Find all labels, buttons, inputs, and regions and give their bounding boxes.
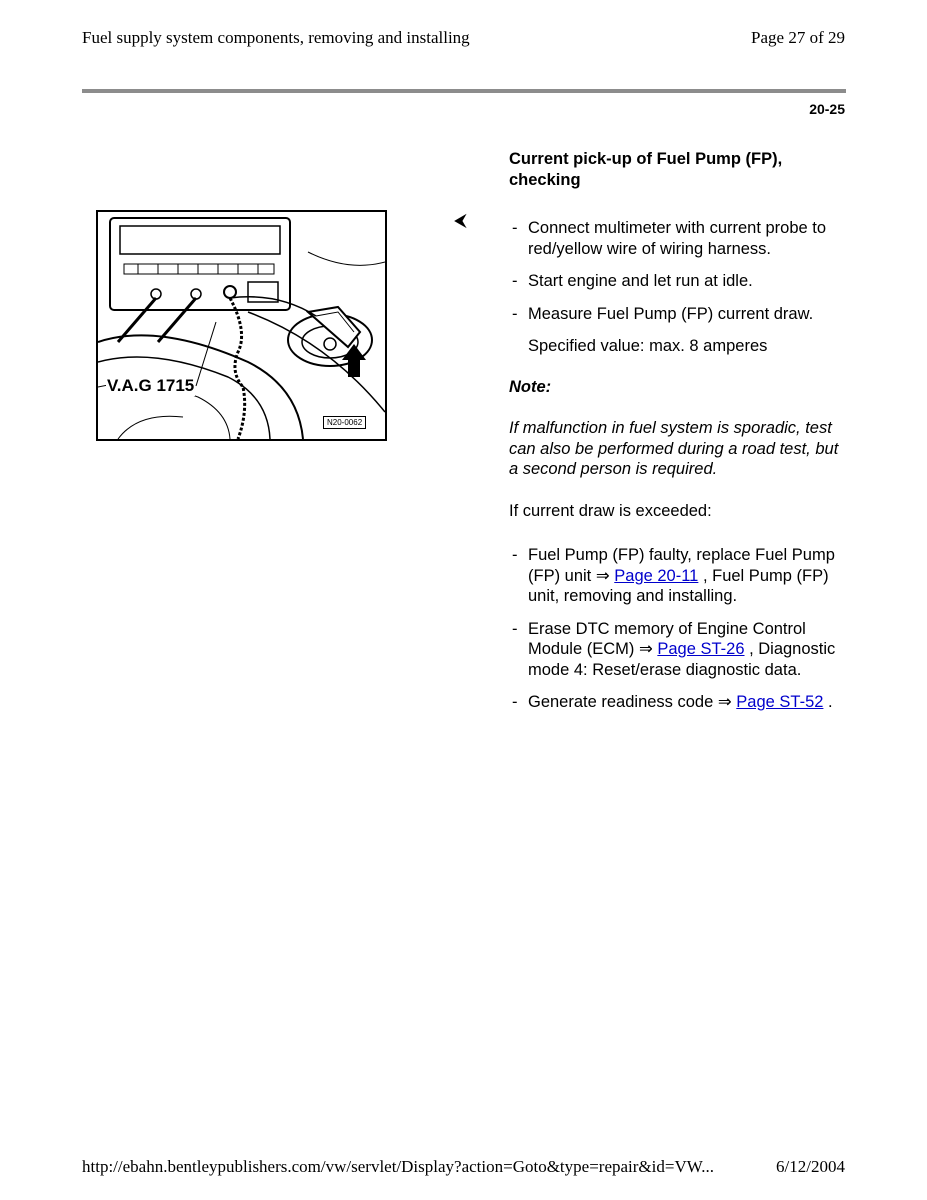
section-title: Current pick-up of Fuel Pump (FP), checking bbox=[509, 150, 783, 189]
step-item bbox=[509, 304, 839, 325]
action-text: Fuel Pump (FP) faulty, replace Fuel Pump (FP) unit ⇒ bbox=[528, 546, 835, 585]
page-st-52-link[interactable]: Page ST-52 bbox=[736, 693, 824, 711]
document-title: Fuel supply system components, removing and installing bbox=[82, 28, 470, 47]
note-label: Note: bbox=[509, 377, 552, 396]
multimeter-illustration bbox=[96, 210, 387, 441]
multimeter-drawing bbox=[98, 212, 385, 439]
action-item bbox=[509, 545, 839, 607]
action-item bbox=[509, 619, 839, 681]
step-item bbox=[509, 218, 839, 259]
section-page-code: 20-25 bbox=[809, 101, 845, 117]
step-text: Connect multimeter with current probe to red/yellow wire of wiring harness. bbox=[528, 219, 827, 258]
dash-bullet: - bbox=[512, 693, 518, 711]
dash-bullet: - bbox=[512, 272, 518, 290]
dash-bullet: - bbox=[512, 619, 518, 638]
dash-bullet: - bbox=[512, 546, 518, 564]
specified-value: Specified value: max. 8 amperes bbox=[528, 337, 768, 355]
step-text: Measure Fuel Pump (FP) current draw. bbox=[528, 304, 814, 323]
action-text: Generate readiness code ⇒ bbox=[528, 693, 737, 711]
action-text-after: . bbox=[823, 693, 833, 711]
page-counter: Page 27 of 29 bbox=[751, 28, 845, 47]
action-item bbox=[509, 692, 839, 713]
step-item bbox=[509, 271, 839, 292]
action-text-after: , Fuel Pump (FP) unit, removing and installing. bbox=[528, 566, 829, 605]
figure-code: N20-0062 bbox=[323, 416, 366, 429]
dash-bullet: - bbox=[512, 219, 518, 237]
footer-date: 6/12/2004 bbox=[776, 1157, 845, 1176]
page-20-11-link[interactable]: Page 20-11 bbox=[614, 566, 699, 585]
procedure-content bbox=[509, 149, 839, 725]
note-text: If malfunction in fuel system is sporadic, test can also be performed during a road test, but a second person is required. bbox=[509, 419, 839, 478]
figure-pointer-icon: ⮜ bbox=[454, 210, 467, 230]
footer-url: http://ebahn.bentleypublishers.com/vw/servlet/Display?action=Goto&type=repair&id=VW... bbox=[82, 1157, 714, 1176]
figure-tool-label: V.A.G 1715 bbox=[107, 376, 195, 395]
action-text-after: , Diagnostic mode 4: Reset/erase diagnostic data. bbox=[528, 640, 836, 679]
action-text: Erase DTC memory of Engine Control Module (ECM) ⇒ bbox=[528, 619, 806, 658]
step-text: Start engine and let run at idle. bbox=[528, 272, 753, 290]
dash-bullet: - bbox=[512, 304, 518, 323]
page-st-26-link[interactable]: Page ST-26 bbox=[657, 640, 745, 658]
exceeded-intro: If current draw is exceeded: bbox=[509, 501, 712, 520]
header-rule bbox=[82, 89, 846, 93]
